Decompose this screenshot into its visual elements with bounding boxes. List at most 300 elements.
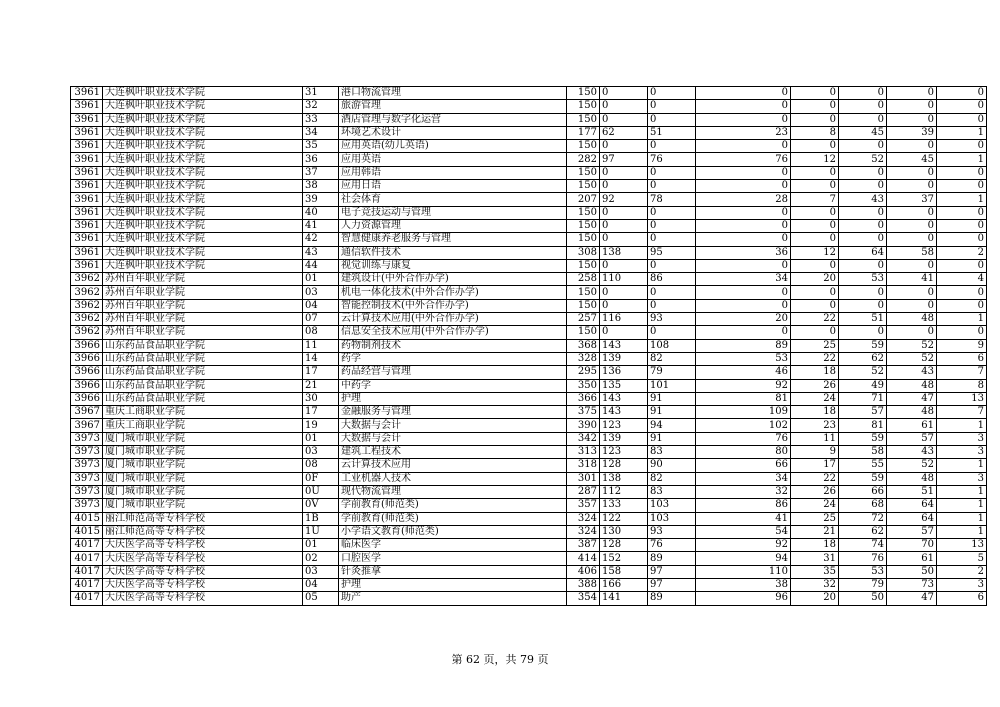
cell-school-name: 厦门城市职业学院 xyxy=(103,485,303,498)
cell-major-code: 1U xyxy=(303,525,339,538)
cell-col-10: 51 xyxy=(839,313,887,326)
cell-major-name: 药物制剂技术 xyxy=(339,339,567,352)
cell-col-6: 0 xyxy=(600,326,648,339)
cell-plan-score: 313 xyxy=(567,446,600,459)
cell-col-11: 0 xyxy=(887,326,937,339)
cell-col-9: 21 xyxy=(791,525,839,538)
cell-col-10: 53 xyxy=(839,565,887,578)
cell-major-name: 工业机器人技术 xyxy=(339,472,567,485)
cell-major-name: 大数据与会计 xyxy=(339,432,567,445)
cell-col-8: 38 xyxy=(696,578,791,591)
cell-col-11: 0 xyxy=(887,233,937,246)
cell-col-8: 0 xyxy=(696,259,791,272)
cell-col-6: 139 xyxy=(600,352,648,365)
cell-col-8: 76 xyxy=(696,432,791,445)
cell-col-12: 1 xyxy=(937,485,987,498)
cell-col-6: 122 xyxy=(600,512,648,525)
cell-col-9: 0 xyxy=(791,113,839,126)
cell-major-code: 03 xyxy=(303,565,339,578)
cell-plan-score: 375 xyxy=(567,406,600,419)
cell-school-name: 重庆工商职业学院 xyxy=(103,419,303,432)
cell-col-9: 0 xyxy=(791,299,839,312)
cell-plan-score: 366 xyxy=(567,392,600,405)
cell-col-6: 133 xyxy=(600,499,648,512)
cell-col-11: 61 xyxy=(887,419,937,432)
cell-col-9: 0 xyxy=(791,166,839,179)
cell-school-code: 3961 xyxy=(71,246,103,259)
cell-col-10: 0 xyxy=(839,87,887,100)
cell-col-7: 90 xyxy=(648,459,696,472)
cell-school-code: 3961 xyxy=(71,233,103,246)
cell-school-code: 3966 xyxy=(71,339,103,352)
cell-plan-score: 324 xyxy=(567,525,600,538)
cell-school-name: 大连枫叶职业技术学院 xyxy=(103,87,303,100)
table-row xyxy=(71,100,987,113)
cell-col-7: 91 xyxy=(648,406,696,419)
cell-plan-score: 350 xyxy=(567,379,600,392)
cell-col-8: 81 xyxy=(696,392,791,405)
cell-col-9: 23 xyxy=(791,419,839,432)
cell-plan-score: 150 xyxy=(567,299,600,312)
cell-school-code: 3966 xyxy=(71,366,103,379)
cell-school-code: 3966 xyxy=(71,352,103,365)
cell-plan-score: 287 xyxy=(567,485,600,498)
cell-col-10: 68 xyxy=(839,499,887,512)
cell-col-7: 0 xyxy=(648,87,696,100)
cell-major-code: 39 xyxy=(303,193,339,206)
cell-col-6: 0 xyxy=(600,259,648,272)
cell-col-11: 43 xyxy=(887,446,937,459)
cell-col-7: 82 xyxy=(648,472,696,485)
cell-col-8: 109 xyxy=(696,406,791,419)
cell-school-name: 大连枫叶职业技术学院 xyxy=(103,206,303,219)
cell-major-code: 1B xyxy=(303,512,339,525)
cell-col-9: 12 xyxy=(791,153,839,166)
cell-plan-score: 177 xyxy=(567,126,600,139)
cell-plan-score: 150 xyxy=(567,259,600,272)
cell-col-10: 81 xyxy=(839,419,887,432)
cell-plan-score: 257 xyxy=(567,313,600,326)
table-row xyxy=(71,419,987,432)
cell-major-name: 药品经营与管理 xyxy=(339,366,567,379)
cell-col-9: 25 xyxy=(791,339,839,352)
cell-col-12: 0 xyxy=(937,326,987,339)
cell-major-code: 17 xyxy=(303,366,339,379)
cell-col-11: 37 xyxy=(887,193,937,206)
cell-col-9: 17 xyxy=(791,459,839,472)
cell-col-8: 0 xyxy=(696,206,791,219)
cell-school-name: 厦门城市职业学院 xyxy=(103,459,303,472)
cell-school-code: 3967 xyxy=(71,406,103,419)
cell-plan-score: 258 xyxy=(567,273,600,286)
cell-col-10: 64 xyxy=(839,246,887,259)
cell-school-code: 3961 xyxy=(71,206,103,219)
cell-col-9: 11 xyxy=(791,432,839,445)
cell-col-9: 18 xyxy=(791,406,839,419)
cell-col-10: 62 xyxy=(839,525,887,538)
cell-col-12: 0 xyxy=(937,206,987,219)
cell-col-11: 58 xyxy=(887,246,937,259)
cell-col-9: 20 xyxy=(791,592,839,605)
cell-major-name: 人力资源管理 xyxy=(339,219,567,232)
cell-col-8: 0 xyxy=(696,87,791,100)
cell-plan-score: 388 xyxy=(567,578,600,591)
cell-major-name: 护理 xyxy=(339,578,567,591)
table-row xyxy=(71,326,987,339)
cell-major-code: 14 xyxy=(303,352,339,365)
cell-col-7: 0 xyxy=(648,326,696,339)
cell-school-name: 大连枫叶职业技术学院 xyxy=(103,100,303,113)
cell-col-6: 92 xyxy=(600,193,648,206)
cell-col-8: 34 xyxy=(696,472,791,485)
cell-school-code: 4017 xyxy=(71,539,103,552)
page-footer: 第 62 页，共 79 页 xyxy=(451,653,549,666)
cell-school-name: 大连枫叶职业技术学院 xyxy=(103,219,303,232)
cell-col-8: 20 xyxy=(696,313,791,326)
cell-col-9: 32 xyxy=(791,578,839,591)
cell-plan-score: 150 xyxy=(567,113,600,126)
cell-col-8: 0 xyxy=(696,113,791,126)
cell-major-code: 0F xyxy=(303,472,339,485)
cell-school-code: 3961 xyxy=(71,219,103,232)
cell-school-name: 厦门城市职业学院 xyxy=(103,432,303,445)
table-row xyxy=(71,246,987,259)
cell-col-8: 0 xyxy=(696,100,791,113)
cell-col-9: 0 xyxy=(791,259,839,272)
cell-col-12: 0 xyxy=(937,166,987,179)
table-row xyxy=(71,578,987,591)
cell-col-6: 0 xyxy=(600,180,648,193)
cell-school-code: 4017 xyxy=(71,552,103,565)
cell-col-9: 22 xyxy=(791,313,839,326)
cell-plan-score: 150 xyxy=(567,206,600,219)
cell-col-10: 76 xyxy=(839,552,887,565)
cell-col-7: 0 xyxy=(648,259,696,272)
cell-plan-score: 150 xyxy=(567,140,600,153)
table-row xyxy=(71,313,987,326)
cell-major-name: 临床医学 xyxy=(339,539,567,552)
cell-major-name: 药学 xyxy=(339,352,567,365)
cell-major-name: 护理 xyxy=(339,392,567,405)
cell-col-7: 108 xyxy=(648,339,696,352)
cell-col-10: 74 xyxy=(839,539,887,552)
cell-col-11: 50 xyxy=(887,565,937,578)
cell-col-11: 52 xyxy=(887,339,937,352)
cell-major-code: 36 xyxy=(303,153,339,166)
cell-col-8: 76 xyxy=(696,153,791,166)
cell-major-name: 云计算技术应用 xyxy=(339,459,567,472)
table-row xyxy=(71,193,987,206)
cell-col-11: 48 xyxy=(887,379,937,392)
cell-plan-score: 414 xyxy=(567,552,600,565)
cell-col-7: 103 xyxy=(648,512,696,525)
cell-col-12: 9 xyxy=(937,339,987,352)
table-row xyxy=(71,539,987,552)
cell-school-name: 山东药品食品职业学院 xyxy=(103,392,303,405)
cell-school-name: 大连枫叶职业技术学院 xyxy=(103,153,303,166)
cell-school-code: 3961 xyxy=(71,100,103,113)
cell-col-10: 0 xyxy=(839,219,887,232)
cell-col-11: 70 xyxy=(887,539,937,552)
cell-col-12: 0 xyxy=(937,140,987,153)
cell-school-name: 山东药品食品职业学院 xyxy=(103,352,303,365)
cell-school-code: 3961 xyxy=(71,180,103,193)
cell-school-name: 大连枫叶职业技术学院 xyxy=(103,140,303,153)
cell-col-7: 83 xyxy=(648,485,696,498)
cell-col-10: 79 xyxy=(839,578,887,591)
cell-col-8: 96 xyxy=(696,592,791,605)
cell-major-code: 34 xyxy=(303,126,339,139)
cell-school-name: 大庆医学高等专科学校 xyxy=(103,539,303,552)
cell-col-11: 0 xyxy=(887,113,937,126)
cell-school-code: 3973 xyxy=(71,485,103,498)
cell-col-7: 93 xyxy=(648,313,696,326)
cell-col-9: 8 xyxy=(791,126,839,139)
cell-col-10: 0 xyxy=(839,299,887,312)
cell-col-7: 0 xyxy=(648,206,696,219)
cell-major-name: 学前教育(师范类) xyxy=(339,499,567,512)
cell-school-name: 大连枫叶职业技术学院 xyxy=(103,126,303,139)
cell-col-12: 5 xyxy=(937,552,987,565)
cell-col-10: 0 xyxy=(839,140,887,153)
cell-col-10: 71 xyxy=(839,392,887,405)
cell-col-10: 59 xyxy=(839,432,887,445)
cell-col-6: 128 xyxy=(600,539,648,552)
cell-col-9: 18 xyxy=(791,366,839,379)
cell-major-code: 19 xyxy=(303,419,339,432)
cell-col-9: 31 xyxy=(791,552,839,565)
cell-col-6: 0 xyxy=(600,206,648,219)
cell-col-7: 0 xyxy=(648,140,696,153)
cell-col-9: 0 xyxy=(791,233,839,246)
cell-col-9: 12 xyxy=(791,246,839,259)
cell-plan-score: 301 xyxy=(567,472,600,485)
table-row xyxy=(71,87,987,100)
cell-school-name: 厦门城市职业学院 xyxy=(103,499,303,512)
cell-col-9: 0 xyxy=(791,140,839,153)
cell-col-6: 130 xyxy=(600,525,648,538)
cell-school-code: 3973 xyxy=(71,499,103,512)
cell-col-12: 0 xyxy=(937,113,987,126)
cell-col-12: 0 xyxy=(937,180,987,193)
cell-major-name: 应用英语(幼儿英语) xyxy=(339,140,567,153)
cell-col-12: 1 xyxy=(937,153,987,166)
table-row xyxy=(71,180,987,193)
cell-col-10: 45 xyxy=(839,126,887,139)
cell-col-6: 135 xyxy=(600,379,648,392)
cell-col-7: 0 xyxy=(648,113,696,126)
cell-school-name: 大连枫叶职业技术学院 xyxy=(103,113,303,126)
cell-col-6: 139 xyxy=(600,432,648,445)
cell-col-8: 32 xyxy=(696,485,791,498)
cell-school-name: 大连枫叶职业技术学院 xyxy=(103,246,303,259)
cell-col-8: 89 xyxy=(696,339,791,352)
cell-school-code: 3973 xyxy=(71,472,103,485)
cell-col-7: 97 xyxy=(648,578,696,591)
cell-col-11: 61 xyxy=(887,552,937,565)
cell-major-name: 建筑工程技术 xyxy=(339,446,567,459)
cell-col-7: 79 xyxy=(648,366,696,379)
cell-col-11: 0 xyxy=(887,286,937,299)
cell-col-6: 0 xyxy=(600,100,648,113)
cell-col-7: 0 xyxy=(648,100,696,113)
cell-col-12: 1 xyxy=(937,512,987,525)
cell-col-6: 0 xyxy=(600,140,648,153)
cell-plan-score: 150 xyxy=(567,87,600,100)
cell-col-6: 166 xyxy=(600,578,648,591)
cell-plan-score: 295 xyxy=(567,366,600,379)
cell-school-name: 山东药品食品职业学院 xyxy=(103,379,303,392)
cell-school-code: 4015 xyxy=(71,525,103,538)
table-row xyxy=(71,113,987,126)
cell-col-12: 1 xyxy=(937,525,987,538)
cell-col-10: 57 xyxy=(839,406,887,419)
cell-major-code: 33 xyxy=(303,113,339,126)
cell-school-name: 大连枫叶职业技术学院 xyxy=(103,233,303,246)
cell-plan-score: 207 xyxy=(567,193,600,206)
cell-major-name: 旅游管理 xyxy=(339,100,567,113)
cell-col-8: 0 xyxy=(696,180,791,193)
cell-col-8: 0 xyxy=(696,166,791,179)
cell-col-9: 35 xyxy=(791,565,839,578)
table-row xyxy=(71,499,987,512)
cell-school-name: 苏州百年职业学院 xyxy=(103,286,303,299)
cell-school-name: 厦门城市职业学院 xyxy=(103,472,303,485)
table-row xyxy=(71,153,987,166)
cell-school-code: 3961 xyxy=(71,140,103,153)
cell-school-name: 大庆医学高等专科学校 xyxy=(103,592,303,605)
cell-col-7: 101 xyxy=(648,379,696,392)
cell-col-8: 41 xyxy=(696,512,791,525)
cell-school-code: 3973 xyxy=(71,459,103,472)
cell-plan-score: 150 xyxy=(567,286,600,299)
cell-plan-score: 150 xyxy=(567,180,600,193)
cell-col-9: 22 xyxy=(791,472,839,485)
cell-major-name: 通信软件技术 xyxy=(339,246,567,259)
cell-col-12: 3 xyxy=(937,446,987,459)
cell-col-12: 0 xyxy=(937,233,987,246)
table-row xyxy=(71,286,987,299)
cell-col-11: 47 xyxy=(887,392,937,405)
cell-col-11: 43 xyxy=(887,366,937,379)
cell-col-7: 89 xyxy=(648,592,696,605)
cell-col-7: 0 xyxy=(648,180,696,193)
cell-col-6: 143 xyxy=(600,406,648,419)
cell-school-name: 厦门城市职业学院 xyxy=(103,446,303,459)
cell-col-11: 0 xyxy=(887,219,937,232)
cell-major-code: 37 xyxy=(303,166,339,179)
cell-col-10: 52 xyxy=(839,153,887,166)
cell-col-12: 0 xyxy=(937,87,987,100)
cell-col-11: 64 xyxy=(887,499,937,512)
cell-col-11: 51 xyxy=(887,485,937,498)
cell-major-name: 大数据与会计 xyxy=(339,419,567,432)
cell-school-code: 3966 xyxy=(71,379,103,392)
cell-plan-score: 150 xyxy=(567,166,600,179)
cell-major-code: 40 xyxy=(303,206,339,219)
cell-school-name: 苏州百年职业学院 xyxy=(103,326,303,339)
cell-col-11: 57 xyxy=(887,525,937,538)
cell-col-6: 112 xyxy=(600,485,648,498)
cell-col-7: 82 xyxy=(648,352,696,365)
cell-major-code: 01 xyxy=(303,273,339,286)
cell-col-8: 86 xyxy=(696,499,791,512)
cell-school-name: 大连枫叶职业技术学院 xyxy=(103,259,303,272)
cell-col-6: 143 xyxy=(600,339,648,352)
cell-col-12: 1 xyxy=(937,459,987,472)
cell-col-11: 48 xyxy=(887,313,937,326)
cell-major-name: 酒店管理与数字化运营 xyxy=(339,113,567,126)
cell-school-name: 重庆工商职业学院 xyxy=(103,406,303,419)
cell-school-name: 大庆医学高等专科学校 xyxy=(103,578,303,591)
cell-col-7: 97 xyxy=(648,565,696,578)
cell-col-12: 4 xyxy=(937,273,987,286)
cell-major-code: 05 xyxy=(303,592,339,605)
cell-major-code: 04 xyxy=(303,299,339,312)
cell-col-12: 6 xyxy=(937,352,987,365)
cell-col-8: 54 xyxy=(696,525,791,538)
cell-major-name: 建筑设计(中外合作办学) xyxy=(339,273,567,286)
cell-col-11: 52 xyxy=(887,352,937,365)
cell-col-12: 1 xyxy=(937,193,987,206)
cell-major-name: 智慧健康养老服务与管理 xyxy=(339,233,567,246)
cell-col-10: 0 xyxy=(839,286,887,299)
cell-col-6: 0 xyxy=(600,286,648,299)
cell-col-10: 55 xyxy=(839,459,887,472)
cell-col-9: 25 xyxy=(791,512,839,525)
table-row xyxy=(71,126,987,139)
cell-col-7: 91 xyxy=(648,432,696,445)
cell-school-code: 3962 xyxy=(71,286,103,299)
cell-major-name: 港口物流管理 xyxy=(339,87,567,100)
table-row xyxy=(71,446,987,459)
cell-school-code: 3967 xyxy=(71,419,103,432)
cell-col-12: 2 xyxy=(937,246,987,259)
cell-col-6: 138 xyxy=(600,472,648,485)
cell-school-name: 苏州百年职业学院 xyxy=(103,299,303,312)
cell-col-10: 43 xyxy=(839,193,887,206)
cell-col-7: 76 xyxy=(648,539,696,552)
cell-col-11: 0 xyxy=(887,100,937,113)
table-row xyxy=(71,352,987,365)
cell-major-code: 01 xyxy=(303,539,339,552)
cell-col-9: 0 xyxy=(791,100,839,113)
cell-school-code: 3961 xyxy=(71,126,103,139)
cell-col-8: 92 xyxy=(696,539,791,552)
cell-major-name: 应用韩语 xyxy=(339,166,567,179)
table-row xyxy=(71,512,987,525)
cell-major-name: 环境艺术设计 xyxy=(339,126,567,139)
cell-col-12: 13 xyxy=(937,539,987,552)
cell-major-code: 02 xyxy=(303,552,339,565)
cell-col-11: 0 xyxy=(887,140,937,153)
cell-major-code: 41 xyxy=(303,219,339,232)
cell-col-7: 78 xyxy=(648,193,696,206)
cell-col-10: 72 xyxy=(839,512,887,525)
cell-col-6: 128 xyxy=(600,459,648,472)
cell-school-code: 4017 xyxy=(71,578,103,591)
cell-col-12: 1 xyxy=(937,419,987,432)
cell-col-6: 143 xyxy=(600,392,648,405)
cell-col-11: 0 xyxy=(887,166,937,179)
cell-major-name: 电子竞技运动与管理 xyxy=(339,206,567,219)
cell-col-9: 20 xyxy=(791,273,839,286)
cell-col-8: 0 xyxy=(696,140,791,153)
cell-col-11: 45 xyxy=(887,153,937,166)
cell-col-10: 66 xyxy=(839,485,887,498)
cell-col-8: 0 xyxy=(696,233,791,246)
table-row xyxy=(71,379,987,392)
